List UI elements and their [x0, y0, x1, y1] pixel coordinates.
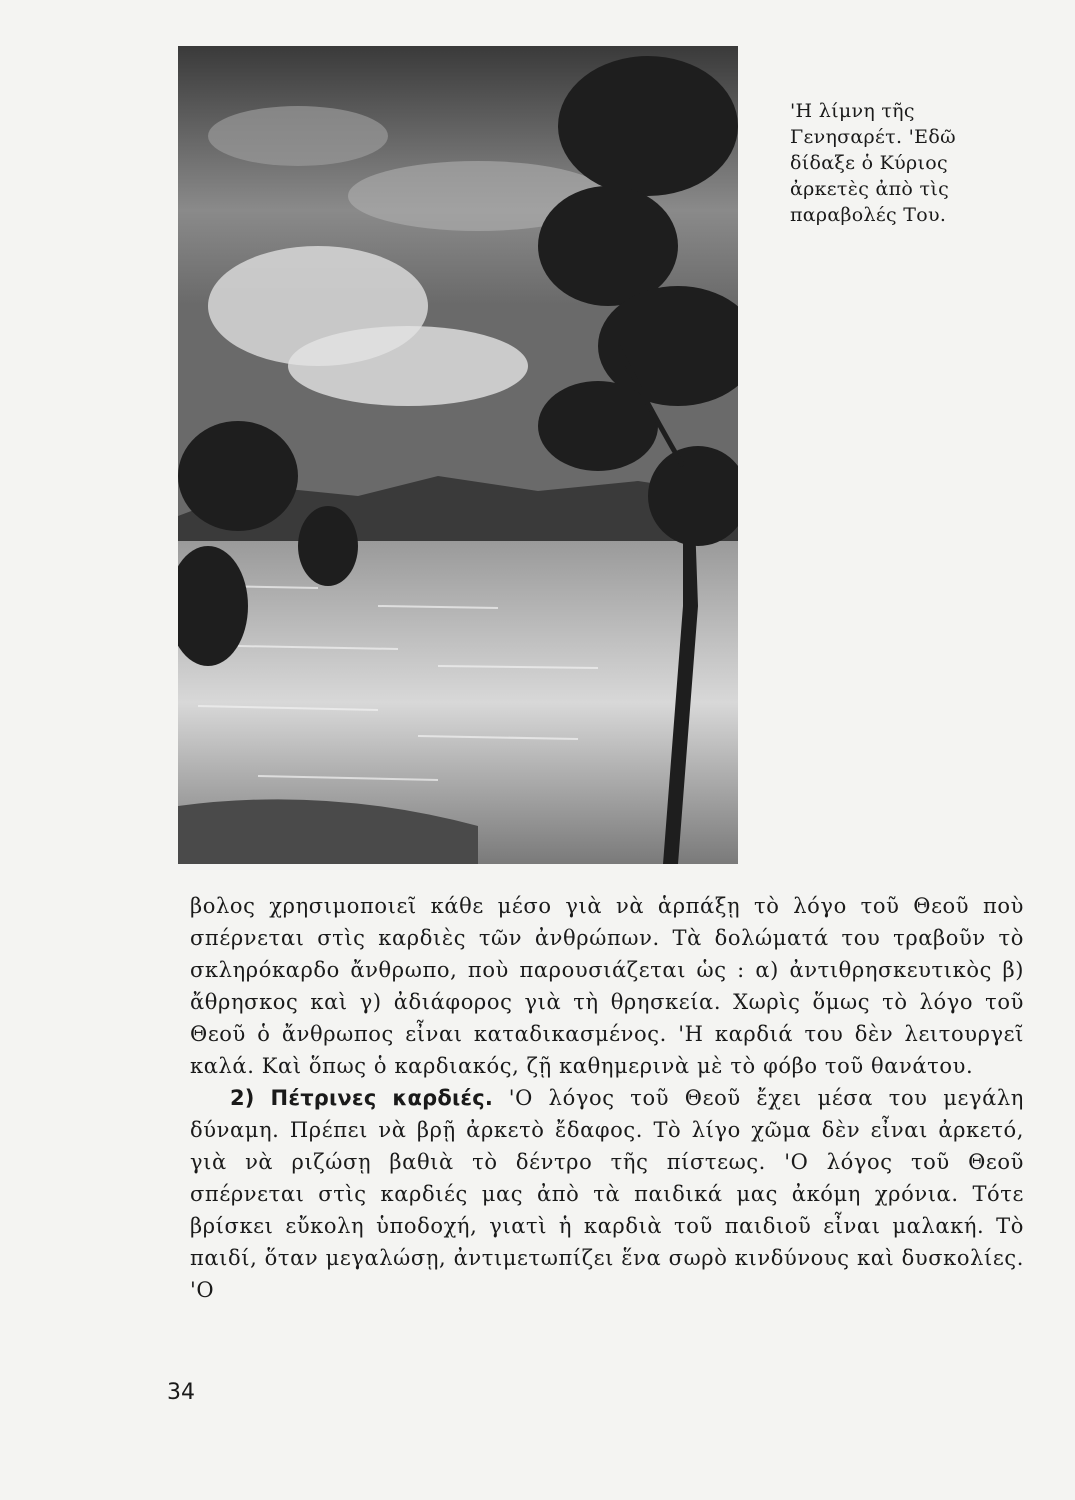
paragraph-2-text: 'Ο λόγος τοῦ Θεοῦ ἔχει μέσα του μεγάλη δύναμη. Πρέπει νὰ βρῇ ἀρκετὸ ἔδαφος. Τὸ λίγο χῶμα δὲν εἶναι ἀρκετό, γιὰ νὰ ριζώσῃ βαθιὰ τὸ δέντρο τῆς πίστεως. 'Ο λόγος τοῦ Θεοῦ σπέρνεται στὶς καρδιές μας ἀπὸ τὰ παιδικά μας ἀκόμη χρόνια. Τότε βρίσκει εὔκολη ὑποδοχή, γιατὶ ἡ καρδιὰ τοῦ παιδιοῦ εἶναι μαλακή. Τὸ παιδί, ὅταν μεγαλώσῃ, ἀντιμετωπίζει ἕνα σωρὸ κινδύνους καὶ δυσκολίες. 'Ο — [190, 1086, 1024, 1302]
main-text — [190, 890, 1024, 1306]
caption-text: 'Η λίμνη τῆς Γενησαρέτ. 'Εδῶ δίδαξε ὁ Κύριος ἀρκετὲς ἀπὸ τὶς παραβολές Του. — [790, 100, 956, 226]
paragraph-1: βολος χρησιμοποιεῖ κάθε μέσο γιὰ νὰ ἁρπάξῃ τὸ λόγο τοῦ Θεοῦ ποὺ σπέρνεται στὶς καρδιὲς τῶν ἀνθρώπων. Τὰ δολώματά του τραβοῦν τὸ σκληρόκαρδο ἄνθρωπο, ποὺ παρουσιάζεται ὡς : α) ἀντιθρησκευτικὸς β) ἄθρησκος καὶ γ) ἀδιάφορος γιὰ τὴ θρησκεία. Χωρὶς ὅμως τὸ λόγο τοῦ Θεοῦ ὁ ἄνθρωπος εἶναι καταδικασμένος. 'Η καρδιά του δὲν λειτουργεῖ καλά. Καὶ ὅπως ὁ καρδιακός, ζῇ καθημερινὰ μὲ τὸ φόβο τοῦ θανάτου. — [190, 894, 1024, 1078]
paragraph-2 — [190, 1082, 1024, 1306]
photo-caption — [790, 98, 990, 228]
section-heading-stone-hearts: 2) Πέτρινες καρδιές. — [230, 1086, 494, 1110]
lake-photograph — [178, 46, 738, 864]
page-number: 34 — [167, 1380, 195, 1405]
lake-photo-illustration — [178, 46, 738, 864]
